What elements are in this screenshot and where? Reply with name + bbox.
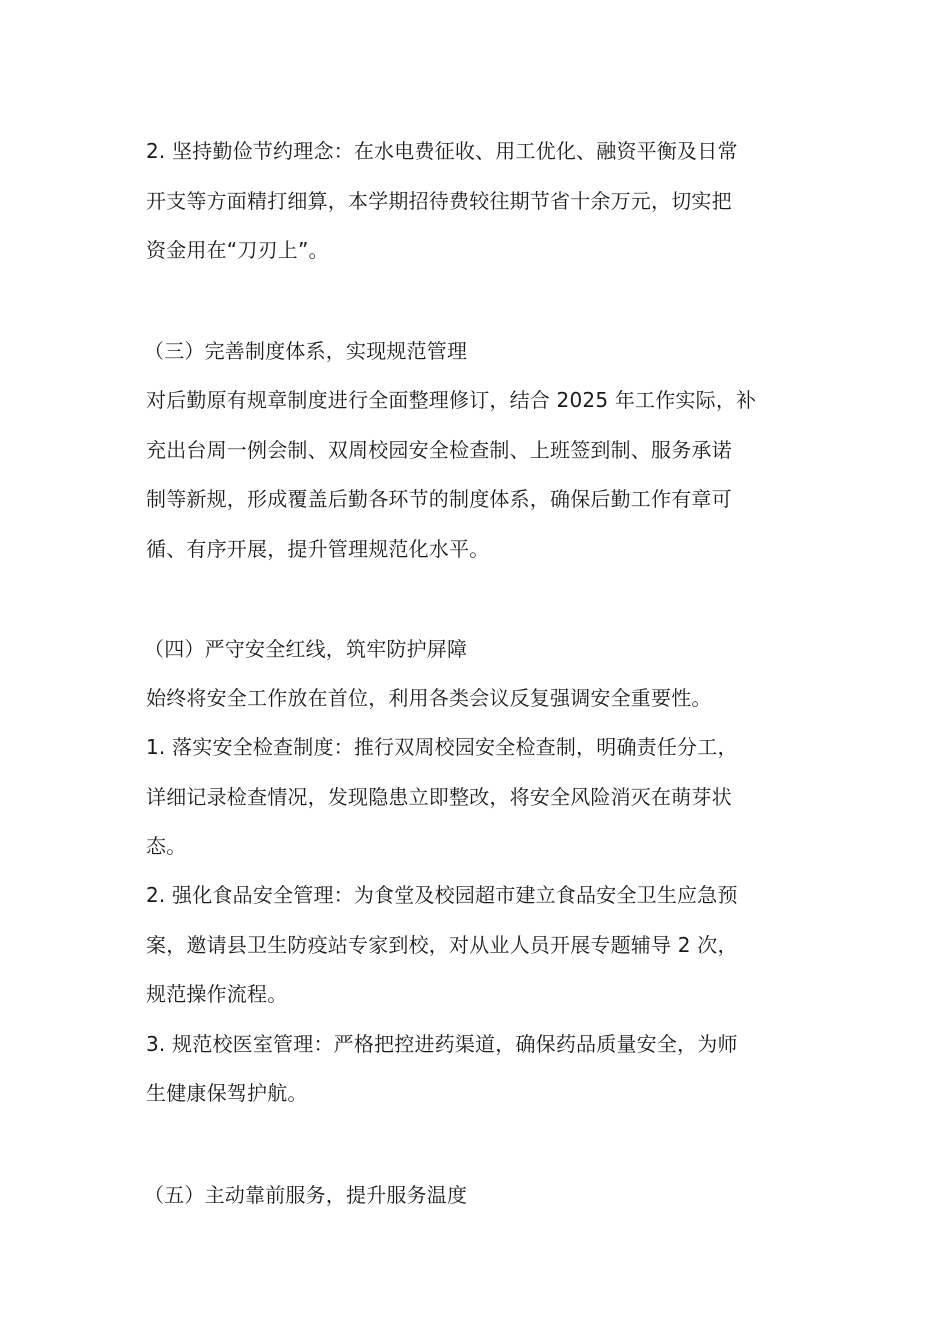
- list-item-line: 2. 强化食品安全管理：为食堂及校园超市建立食品安全卫生应急预: [146, 883, 738, 907]
- paragraph-line: 始终将安全工作放在首位，利用各类会议反复强调安全重要性。: [146, 686, 712, 710]
- section-heading-5: （五）主动靠前服务，提升服务温度: [144, 1183, 468, 1207]
- list-item-line: 详细记录检查情况，发现隐患立即整改，将安全风险消灭在萌芽状: [146, 785, 732, 809]
- paragraph-line: 资金用在“刀刃上”。: [146, 238, 329, 262]
- paragraph-line: 制等新规，形成覆盖后勤各环节的制度体系，确保后勤工作有章可: [146, 487, 732, 511]
- list-item-line: 案，邀请县卫生防疫站专家到校，对从业人员开展专题辅导 2 次，: [146, 933, 738, 957]
- section-heading-4: （四）严守安全红线，筑牢防护屏障: [144, 637, 468, 661]
- section-heading-3: （三）完善制度体系，实现规范管理: [144, 339, 468, 363]
- list-item-line: 规范操作流程。: [146, 982, 288, 1006]
- list-item-line: 生健康保驾护航。: [146, 1081, 308, 1105]
- paragraph-line: 充出台周一例会制、双周校园安全检查制、上班签到制、服务承诺: [146, 438, 732, 462]
- list-item-line: 3. 规范校医室管理：严格把控进药渠道，确保药品质量安全，为师: [146, 1032, 738, 1056]
- paragraph-line: 循、有序开展，提升管理规范化水平。: [146, 537, 490, 561]
- paragraph-line: 开支等方面精打细算，本学期招待费较往期节省十余万元，切实把: [146, 189, 732, 213]
- paragraph-line: 对后勤原有规章制度进行全面整理修订，结合 2025 年工作实际，补: [146, 388, 757, 412]
- list-item-line: 1. 落实安全检查制度：推行双周校园安全检查制，明确责任分工，: [146, 735, 738, 759]
- paragraph-line: 2. 坚持勤俭节约理念：在水电费征收、用工优化、融资平衡及日常: [146, 139, 738, 163]
- list-item-line: 态。: [146, 834, 187, 858]
